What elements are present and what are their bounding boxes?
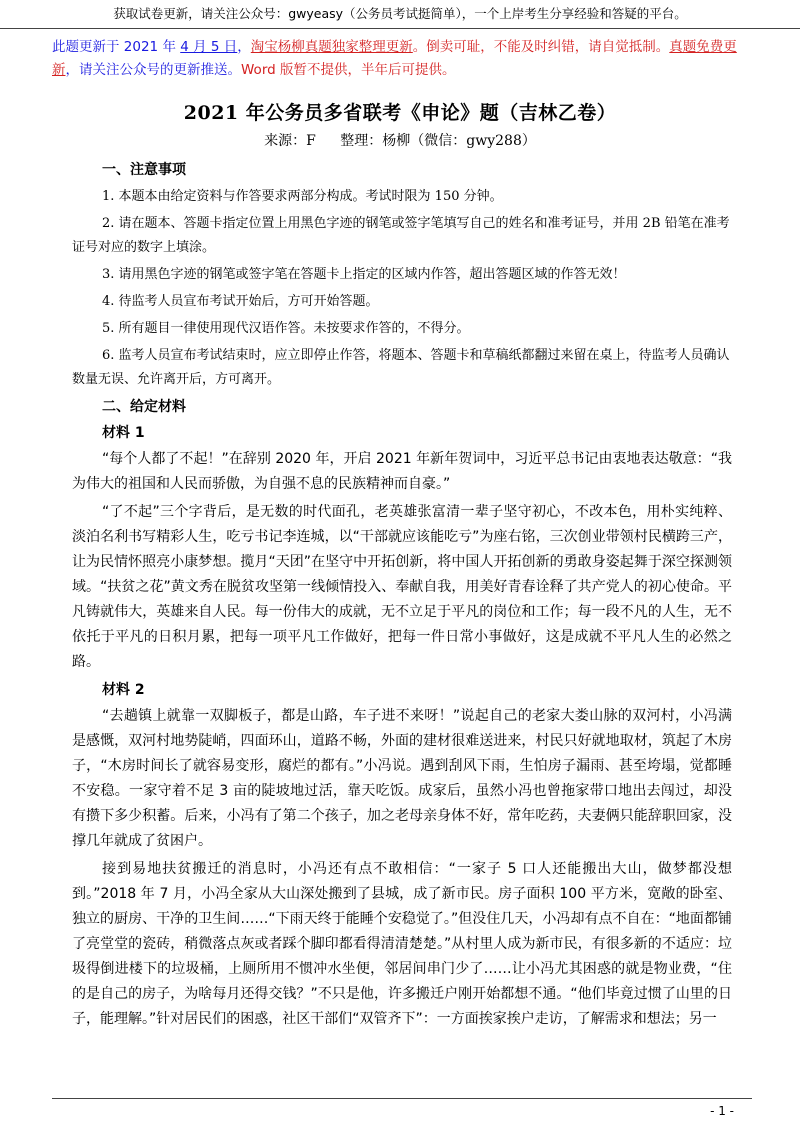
document-title: 2021 年公务员多省联考《申论》题（吉林乙卷） — [183, 102, 617, 124]
material-paragraph: “去趟镇上就靠一双脚板子，都是山路，车子进不来呀！”说起自己的老家大娄山脉的双河村，小冯满是感慨，双河村地势陡峭，四面环山，道路不畅，外面的建材很难送进来，村民只好就地取材，筑起了木房子，“木房时间长了就容易变形，腐烂的都有。”小冯说。遇到刮风下雨，生怕房子漏雨、甚至垮塌，觉都睡不安稳。一家守着不足 3 亩的陡坡地过活，靠天吃饭。成家后，虽然小冯也曾拖家带口地出去闯过，却没有攒下多少积蓄。后来，小冯有了第二个孩子，加之老母亲身体不好，常年吃药，夫妻俩只能辞职回家，没撑几年就成了贫困户。 — [72, 708, 732, 849]
taobao-link[interactable]: 淘宝杨柳真题独家整理更新 — [250, 39, 413, 55]
notice-text-5: Word 版暂不提供，半年后可提供。 — [241, 62, 456, 78]
section-heading-notes: 一、注意事项 — [102, 162, 186, 178]
notice-text-3: 。倒卖可耻，不能及时纠错，请自觉抵制。 — [412, 39, 670, 55]
update-notice — [52, 36, 752, 82]
editor-label: 整理：杨柳（微信：gwy288） — [340, 133, 536, 149]
note-item: 6. 监考人员宣布考试结束时，应立即停止作答，将题本、答题卡和草稿纸都翻过来留在桌上，待监考人员确认数量无误、允许离开后，方可离开。 — [72, 348, 730, 387]
notice-date: 4 月 5 日 — [180, 39, 238, 55]
source-label: 来源：F — [264, 133, 316, 149]
notice-text-4: ，请关注公众号的更新推送。 — [65, 62, 241, 78]
footer-divider — [52, 1098, 752, 1099]
section-heading-materials: 二、给定材料 — [102, 399, 186, 415]
document-body — [72, 158, 732, 1035]
note-item: 2. 请在题本、答题卡指定位置上用黑色字迹的钢笔或签字笔填写自己的姓名和准考证号，并用 2B 铅笔在准考证号对应的数字上填涂。 — [72, 216, 730, 255]
notice-text-1: 此题更新于 2021 年 — [52, 39, 181, 55]
page-number: - 1 - — [710, 1104, 734, 1118]
material-paragraph: 接到易地扶贫搬迁的消息时，小冯还有点不敢相信：“一家子 5 口人还能搬出大山，做梦都没想到。”2018 年 7 月，小冯全家从大山深处搬到了县城，成了新市民。房子面积 100 平方米，宽敞的卧室、独立的厨房、干净的卫生间……“下雨天终于能睡个安稳觉了。”但没住几天，小冯却有点不自在：“地面都铺了亮堂堂的瓷砖，稍微落点灰或者踩个脚印都看得清清楚楚。”从村里人成为新市民，有很多新的不适应：垃圾得倒进楼下的垃圾桶，上厕所用不惯冲水坐便，邻居间串门少了……让小冯尤其困惑的就是物业费，“住的是自己的房子，为啥每月还得交钱？”不只是他，许多搬迁户刚开始都想不通。“他们毕竟过惯了山里的日子，能理解。”针对居民们的困惑，社区干部们“双管齐下”：一方面挨家挨户走访，了解需求和想法；另一 — [72, 861, 732, 1027]
notice-text-2: ， — [237, 39, 251, 55]
material-heading: 材料 2 — [102, 682, 145, 698]
material-heading: 材料 1 — [102, 425, 145, 441]
material-paragraph: “每个人都了不起！”在辞别 2020 年，开启 2021 年新年贺词中，习近平总书记由衷地表达敬意：“我为伟大的祖国和人民而骄傲，为自强不息的民族精神而自豪。” — [72, 451, 732, 492]
note-item: 4. 待监考人员宣布考试开始后，方可开始答题。 — [102, 294, 379, 309]
note-item: 5. 所有题目一律使用现代汉语作答。未按要求作答的，不得分。 — [102, 321, 470, 336]
top-banner: 获取试卷更新，请关注公众号：gwyeasy（公务员考试挺简单），一个上岸考生分享经验和答疑的平台。 — [0, 0, 800, 29]
note-item: 3. 请用黑色字迹的钢笔或签字笔在答题卡上指定的区域内作答，超出答题区域的作答无效！ — [102, 267, 626, 282]
free-update-link[interactable]: 真题免费更新 — [52, 39, 737, 78]
source-line — [0, 130, 800, 152]
material-paragraph: “了不起”三个字背后，是无数的时代面孔，老英雄张富清一辈子坚守初心，不改本色，用朴实纯粹、淡泊名利书写精彩人生，吃亏书记李连城，以“干部就应该能吃亏”为座右铭，三次创业带领村民横跨三产，让为民情怀照亮小康梦想。揽月“天团”在坚守中开拓创新，将中国人开拓创新的勇敢身姿起舞于深空探测领域。“扶贫之花”黄文秀在脱贫攻坚第一线倾情投入、奉献自我，用美好青春诠释了共产党人的初心使命。平凡铸就伟大，英雄来自人民。每一份伟大的成就，无不立足于平凡的岗位和工作；每一段不凡的人生，无不依托于平凡的日积月累，把每一项平凡工作做好，把每一件日常小事做好，这是成就不平凡人生的必然之路。 — [72, 504, 732, 670]
note-item: 1. 本题本由给定资料与作答要求两部分构成。考试时限为 150 分钟。 — [102, 189, 503, 204]
